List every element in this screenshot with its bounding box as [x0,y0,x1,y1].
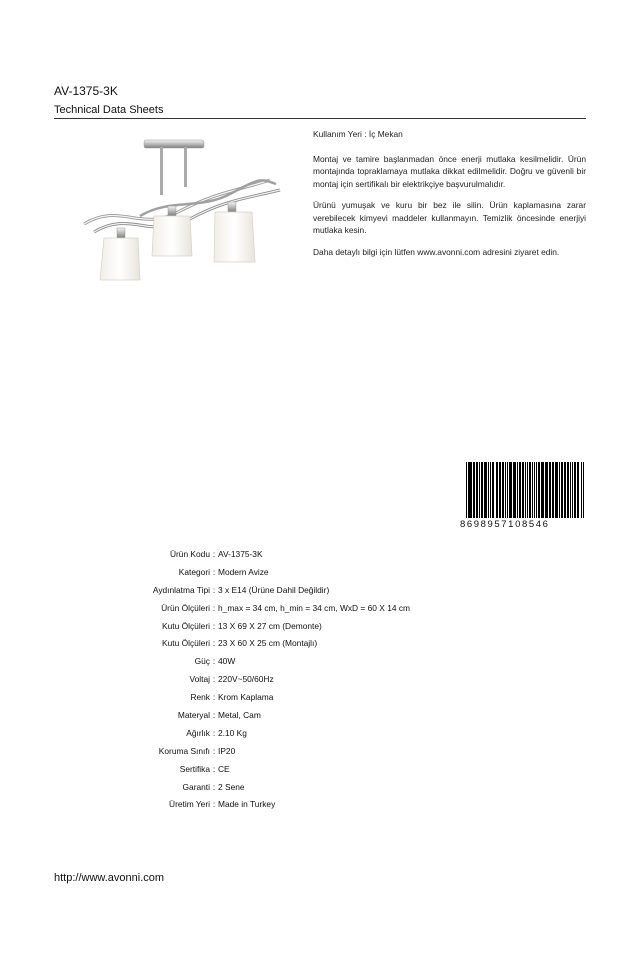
barcode-bars [466,462,584,518]
spec-row [100,760,560,778]
spec-row [100,617,560,635]
spec-row [100,724,560,742]
barcode [460,462,584,532]
spec-separator: : [212,745,216,756]
spec-row [100,742,560,760]
spec-separator: : [212,763,216,774]
spec-value: 2 Sene [218,781,245,792]
spec-label: Renk [190,692,210,703]
spec-row [100,670,560,688]
spec-separator: : [212,566,216,577]
spec-separator: : [212,781,216,792]
usage-location: Kullanım Yeri : İç Mekan [313,129,403,139]
spec-value: CE [218,763,230,774]
spec-separator: : [212,656,216,667]
spec-value: Metal, Cam [218,709,261,720]
product-info-panel [313,128,586,267]
spec-label: Ağırlık [186,727,210,738]
spec-label: Ürün Ölçüleri [161,602,210,613]
spec-row [100,599,560,617]
cleaning-instructions: Ürünü yumuşak ve kuru bir bez ile silin. Ürün kaplamasına zarar verebilecek kimyevi maddeler kullanmayın. Temizlik öncesinde enerjiyi mutlaka kesin. [313,200,586,235]
spec-separator: : [212,602,216,613]
spec-value: 23 X 60 X 25 cm (Montajlı) [218,638,318,649]
spec-row [100,688,560,706]
spec-row [100,706,560,724]
spec-separator: : [212,709,216,720]
spec-separator: : [212,638,216,649]
spec-row [100,581,560,599]
spec-label: Voltaj [189,674,210,685]
spec-row [100,778,560,796]
spec-label: Kategori [178,566,210,577]
website-link[interactable]: http://www.avonni.com [54,872,165,884]
barcode-number: 8698957108546 [460,519,550,530]
spec-value: AV-1375-3K [218,548,263,559]
spec-label: Kutu Ölçüleri [162,638,210,649]
header-divider [54,118,586,119]
spec-separator: : [212,692,216,703]
spec-label: Koruma Sınıfı [158,745,210,756]
spec-value: 13 X 69 X 27 cm (Demonte) [218,620,322,631]
spec-value: Made in Turkey [218,799,276,810]
spec-label: Üretim Yeri [169,799,210,810]
spec-row [100,563,560,581]
product-code-title: AV-1375-3K [54,84,118,98]
spec-value: h_max = 34 cm, h_min = 34 cm, WxD = 60 X 14 cm [218,602,411,613]
spec-label: Sertifika [179,763,210,774]
chandelier-product-image [80,132,290,287]
spec-value: 3 x E14 (Ürüne Dahil Değildir) [218,584,330,595]
more-info-note: Daha detaylı bilgi için lütfen www.avonni.com adresini ziyaret edin. [313,246,560,257]
spec-table [100,545,560,813]
spec-value: IP20 [218,745,236,756]
spec-value: 2.10 Kg [218,727,247,738]
spec-label: Ürün Kodu [169,548,210,559]
spec-row [100,545,560,563]
spec-row [100,652,560,670]
spec-label: Garanti [182,781,210,792]
spec-separator: : [212,584,216,595]
spec-row [100,634,560,652]
spec-label: Güç [194,656,210,667]
spec-separator: : [212,727,216,738]
spec-value: Modern Avize [218,566,269,577]
spec-value: 40W [218,656,236,667]
document-subtitle: Technical Data Sheets [54,104,164,116]
spec-separator: : [212,799,216,810]
spec-label: Kutu Ölçüleri [162,620,210,631]
spec-value: 220V~50/60Hz [218,674,274,685]
safety-instructions: Montaj ve tamire başlanmadan önce enerji mutlaka kesilmelidir. Ürün montajında topraklamaya mutlaka dikkat edilmelidir. Doğru ve güvenli bir montaj için sertifikalı bir elektrikçiye başvurulmalıdır. [313,153,586,189]
spec-row [100,795,560,813]
spec-separator: : [212,674,216,685]
spec-label: Aydınlatma Tipi [152,584,210,595]
spec-separator: : [212,620,216,631]
spec-label: Materyal [177,709,210,720]
spec-separator: : [212,548,216,559]
spec-value: Krom Kaplama [218,692,274,703]
